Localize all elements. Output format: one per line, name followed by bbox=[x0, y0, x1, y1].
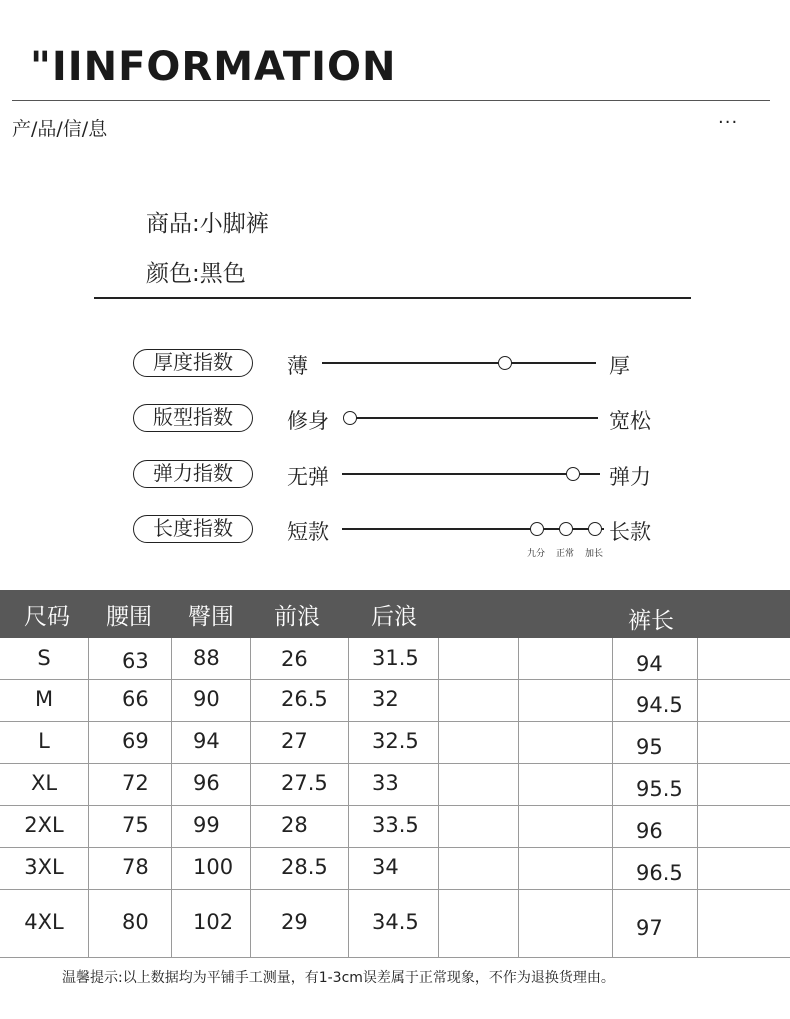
index-row-fit bbox=[0, 400, 790, 440]
index-label: 版型指数 bbox=[133, 404, 253, 432]
table-header-cell: 后浪 bbox=[371, 604, 417, 630]
table-row-divider bbox=[0, 763, 790, 764]
table-cell: 102 bbox=[193, 910, 234, 934]
section-subtitle: 产/品/信/息 bbox=[12, 118, 108, 140]
product-divider bbox=[94, 297, 691, 299]
table-cell: 29 bbox=[281, 910, 308, 934]
table-column-divider bbox=[250, 638, 251, 957]
table-cell: 80 bbox=[122, 910, 149, 934]
table-cell: 26 bbox=[281, 647, 308, 671]
table-cell: 95.5 bbox=[636, 777, 683, 801]
index-label: 厚度指数 bbox=[133, 349, 253, 377]
table-cell: 63 bbox=[122, 649, 149, 673]
table-header-cell: 前浪 bbox=[274, 604, 320, 630]
table-cell: 27 bbox=[281, 729, 308, 753]
page-title: "IINFORMATION bbox=[30, 44, 397, 90]
index-scale-line bbox=[342, 473, 600, 475]
index-scale-line bbox=[322, 362, 596, 364]
index-marker-dot bbox=[588, 522, 602, 536]
table-column-divider bbox=[697, 638, 698, 957]
table-cell: L bbox=[38, 729, 50, 753]
index-right-label: 长款 bbox=[609, 520, 651, 544]
table-row-divider bbox=[0, 889, 790, 890]
table-cell: 90 bbox=[193, 687, 220, 711]
table-column-divider bbox=[171, 638, 172, 957]
index-right-label: 宽松 bbox=[609, 409, 651, 433]
table-row-divider bbox=[0, 805, 790, 806]
index-label: 长度指数 bbox=[133, 515, 253, 543]
table-column-divider bbox=[348, 638, 349, 957]
table-cell: 34.5 bbox=[372, 910, 419, 934]
table-cell: 78 bbox=[122, 855, 149, 879]
header-divider bbox=[12, 100, 770, 101]
table-column-divider bbox=[612, 638, 613, 957]
table-cell: 72 bbox=[122, 771, 149, 795]
table-cell: M bbox=[34, 687, 54, 711]
index-right-label: 弹力 bbox=[609, 465, 651, 489]
table-cell: 88 bbox=[193, 646, 220, 670]
index-row-thickness bbox=[0, 345, 790, 385]
table-header-cell: 腰围 bbox=[106, 604, 152, 630]
table-cell: 27.5 bbox=[281, 771, 328, 795]
index-left-label: 薄 bbox=[287, 354, 308, 378]
index-scale-line bbox=[352, 417, 598, 419]
index-label: 弹力指数 bbox=[133, 460, 253, 488]
dot-caption: 正常 bbox=[556, 549, 575, 559]
dot-caption: 九分 bbox=[527, 549, 546, 559]
product-name: 商品:小脚裤 bbox=[146, 211, 269, 237]
table-cell: 69 bbox=[122, 729, 149, 753]
product-color: 颜色:黑色 bbox=[146, 261, 246, 287]
more-icon[interactable]: ··· bbox=[718, 112, 739, 133]
table-cell: 33.5 bbox=[372, 813, 419, 837]
table-cell: 26.5 bbox=[281, 687, 328, 711]
table-cell: 96 bbox=[193, 771, 220, 795]
index-row-length bbox=[0, 511, 790, 559]
table-column-divider bbox=[88, 638, 89, 957]
table-cell: 94 bbox=[193, 729, 220, 753]
index-row-elasticity bbox=[0, 456, 790, 496]
table-cell: XL bbox=[30, 771, 58, 795]
table-cell: 32.5 bbox=[372, 729, 419, 753]
table-cell: 3XL bbox=[24, 855, 64, 879]
table-row-divider bbox=[0, 721, 790, 722]
index-marker-dot bbox=[343, 411, 357, 425]
table-cell: 34 bbox=[372, 855, 399, 879]
table-cell: 94 bbox=[636, 652, 663, 676]
index-marker-dot bbox=[530, 522, 544, 536]
table-row-divider bbox=[0, 847, 790, 848]
index-left-label: 短款 bbox=[287, 520, 329, 544]
table-cell: S bbox=[37, 646, 51, 670]
index-marker-dot bbox=[498, 356, 512, 370]
dot-caption: 加长 bbox=[585, 549, 604, 559]
table-row-divider bbox=[0, 679, 790, 680]
table-cell: 33 bbox=[372, 771, 399, 795]
table-cell: 100 bbox=[193, 855, 234, 879]
index-marker-dot bbox=[566, 467, 580, 481]
table-cell: 2XL bbox=[24, 813, 64, 837]
table-header-cell: 臀围 bbox=[188, 604, 234, 630]
table-column-divider bbox=[518, 638, 519, 957]
table-row-divider bbox=[0, 957, 790, 958]
table-cell: 96 bbox=[636, 819, 663, 843]
table-cell: 28 bbox=[281, 813, 308, 837]
index-right-label: 厚 bbox=[609, 354, 630, 378]
index-marker-dot bbox=[559, 522, 573, 536]
table-cell: 31.5 bbox=[372, 646, 419, 670]
table-cell: 95 bbox=[636, 735, 663, 759]
table-cell: 96.5 bbox=[636, 861, 683, 885]
index-left-label: 无弹 bbox=[287, 465, 329, 489]
table-cell: 66 bbox=[122, 687, 149, 711]
table-header-cell: 裤长 bbox=[628, 608, 674, 634]
table-cell: 32 bbox=[372, 687, 399, 711]
table-header-cell: 尺码 bbox=[24, 604, 70, 630]
table-cell: 97 bbox=[636, 916, 663, 940]
table-cell: 94.5 bbox=[636, 693, 683, 717]
table-header-row bbox=[0, 590, 790, 638]
table-cell: 75 bbox=[122, 813, 149, 837]
index-left-label: 修身 bbox=[287, 409, 329, 433]
table-cell: 28.5 bbox=[281, 855, 328, 879]
table-cell: 4XL bbox=[24, 910, 64, 934]
table-cell: 99 bbox=[193, 813, 220, 837]
footnote: 温馨提示:以上数据均为平铺手工测量，有1-3cm误差属于正常现象，不作为退换货理由。 bbox=[62, 970, 615, 986]
table-column-divider bbox=[438, 638, 439, 957]
